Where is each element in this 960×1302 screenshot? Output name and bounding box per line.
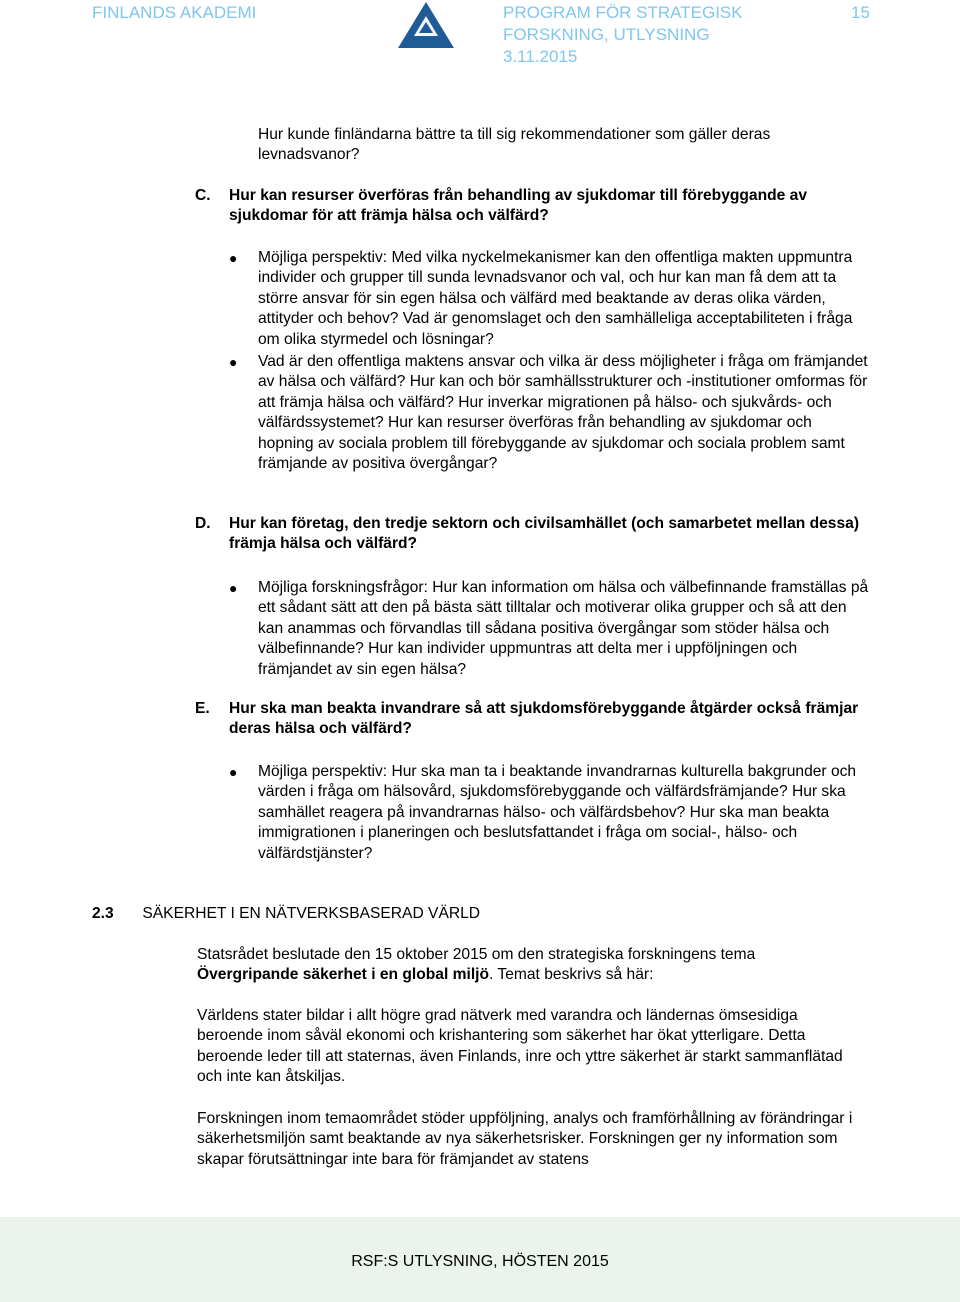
section-d-bullet-1 [229,578,870,680]
section-d-question-text: Hur kan företag, den tredje sektorn och civilsamhället (och samarbetet mellan dessa) främja hälsa och välfärd? [229,515,860,553]
page-number: 15 [851,3,870,22]
section-2-3-theme-name: Övergripande säkerhet i en global miljö [197,966,490,984]
academy-logo-icon [394,0,458,50]
section-c-bullet-2 [229,352,870,474]
bullet-icon: ● [229,250,238,266]
section-2-3-para-1-suffix: . Temat beskrivs så här: [489,966,654,984]
section-d-question [195,514,869,555]
bullet-icon: ● [229,580,238,596]
intro-question: Hur kunde finländarna bättre ta till sig rekommendationer som gäller deras levnadsvanor? [258,126,771,164]
header-date: 3.11.2015 [503,47,578,66]
section-c-bullet-1 [229,248,870,350]
header-org: FINLANDS AKADEMI [92,3,257,22]
section-2-3-number: 2.3 [92,905,114,922]
section-2-3-heading [92,904,872,924]
bullet-icon: ● [229,354,238,370]
section-2-3-title: SÄKERHET I EN NÄTVERKSBASERAD VÄRLD [142,905,481,922]
section-c-question [195,186,869,227]
section-2-3-para-3: Forskningen inom temaområdet stöder uppföljning, analys och framförhållning av förändringar i säkerhetsmiljön samt beaktande av nya säkerhetsrisker. Forskningen ger ny information som skapar förutsättningar inte bara för främjandet av statens [197,1110,853,1168]
header-program-line1: PROGRAM FÖR STRATEGISK [503,3,743,22]
section-e-bullet-1 [229,762,870,864]
section-e-letter: E. [195,700,210,717]
section-e-question [195,699,869,740]
section-e-bullet-1-text: Möjliga perspektiv: Hur ska man ta i beaktande invandrarnas kulturella bakgrunder och värden i fråga om hälsovård, sjukdomsförebyggande och välfärdsfrämjande? Hur ska samhället reagera på invandrarnas hälso- och välfärdsbehov? Hur ska man beakta immigrationen i planeringen och beslutsfattandet i fråga om social-, hälso- och välfärdstjänster? [258,763,857,862]
section-d-bullet-1-text: Möjliga forskningsfrågor: Hur kan information om hälsa och välbefinnande framställas på ett sådant sätt att den på bästa sätt tilltalar och motiverar olika grupper och så att den kan anammas och förvandlas till sådana positiva övergångar som stöder hälsa och välbefinnande? Hur kan individer uppmuntras att delta mer i uppföljningen och främjandet av sin egen hälsa? [258,579,869,678]
footer-text: RSF:S UTLYSNING, HÖSTEN 2015 [351,1253,609,1270]
section-2-3-para-1-prefix: Statsrådet beslutade den 15 oktober 2015 om den strategiska forskningens tema [197,946,756,963]
header-program-line2: FORSKNING, UTLYSNING [503,25,710,44]
section-e-question-text: Hur ska man beakta invandrare så att sjukdomsförebyggande åtgärder också främjar deras hälsa och välfärd? [229,700,859,738]
section-d-letter: D. [195,515,211,532]
bullet-icon: ● [229,764,238,780]
section-2-3-para-2: Världens stater bildar i allt högre grad nätverk med varandra och ländernas ömsesidiga beroende inom såväl ekonomi och krishantering som säkerhet har ökat ytterligare. Detta beroende leder till att staternas, även Finlands, inre och yttre säkerhet är starkt sammanflätad och inte kan åtskiljas. [197,1007,843,1086]
section-c-question-text: Hur kan resurser överföras från behandling av sjukdomar till förebyggande av sjukdomar för att främja hälsa och välfärd? [229,187,808,225]
section-2-3-para-1 [197,945,857,986]
header-program [503,2,743,68]
section-c-bullet-1-text: Möjliga perspektiv: Med vilka nyckelmekanismer kan den offentliga makten uppmuntra individer och grupper till sunda levnadsvanor och val, och hur kan man få dem att ta större ansvar för sin egen hälsa och välfärd med beaktande av deras olika värden, attityder och behov? Vad är genomslaget och den samhälleliga acceptabiliteten i fråga om olika styrmedel och lösningar? [258,249,853,348]
section-c-bullet-2-text: Vad är den offentliga maktens ansvar och vilka är dess möjligheter i fråga om främjandet av hälsa och välfärd? Hur kan och bör samhällsstrukturer och -institutioner omformas för att främja hälsa och välfärd? Hur inverkar migrationen på hälso- och sjukvårds- och välfärdssystemet? Hur kan resurser överföras från behandling av sjukdomar och hopning av sociala problem till förebyggande av sjukdomar och sociala problem samt främjande av positiva övergångar? [258,353,868,473]
section-c-letter: C. [195,187,211,204]
